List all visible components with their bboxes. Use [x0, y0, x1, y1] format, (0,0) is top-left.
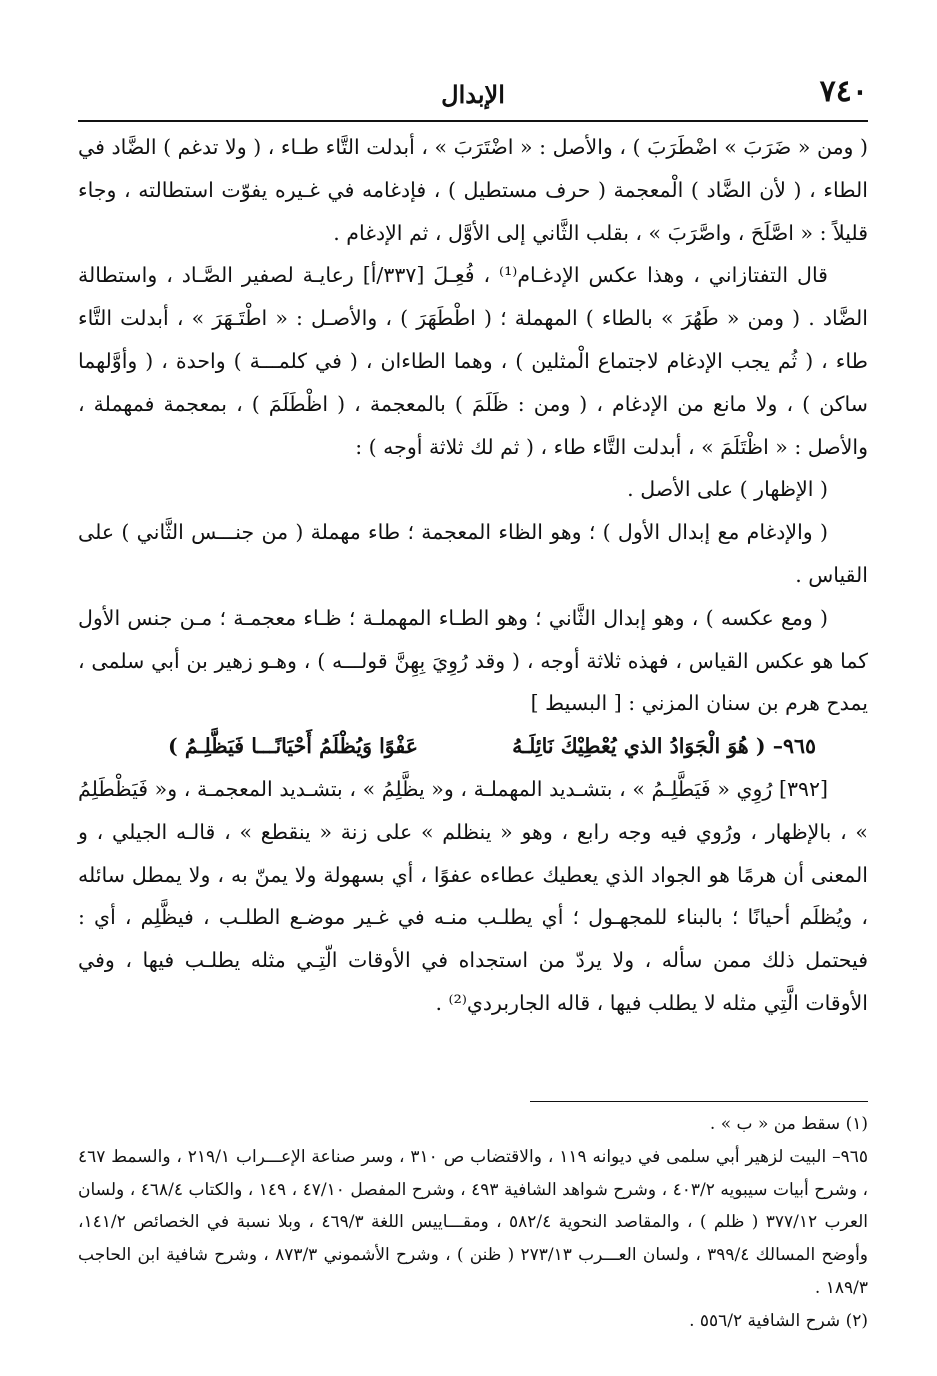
header-rule [78, 120, 868, 122]
page-header [78, 72, 868, 112]
footnote-line: ( ظنن ) ، وشرح الأشموني ٨٧٣/٣ ، وشرح شافية ابن الحاجب ١٨٩/٣ . [78, 1245, 868, 1298]
text-line: واحدة ، ( وأوَّلهما ساكن ) ، ولا مانع من الإدغام ، ( ومن : ظَلَمَ ) بالمعجمة ، ( اظْطَلَمَ ) ، [78, 348, 868, 416]
running-title: الإبدال [441, 80, 505, 109]
main-text [78, 126, 868, 1025]
footnote-line: والسمط ٤٦٧ ، وشرح أبيات سيبويه ٤٠٣/٢ ، وشرح شواهد الشافية ٤٩٣ ، وشرح المفصل ٤٧/١٠ ، [78, 1146, 869, 1200]
footnote-line: اللغة ٤٦٩/٣ ، وبلا نسبة في الخصائص ١٤١/٢، وأوضح المسالك ٣٩٩/٤ ، ولسان العـــرب ٢٧٣/١٣ [78, 1212, 869, 1266]
text-line: و« فَيَظْطَلِمُ » ، بالإظهار ، ورُوي فيه وجه رابع ، وهو « ينظلم » على زنة « ينقطع » ، قالـه [78, 776, 868, 844]
footnote: (١) سقط من « ب » . [709, 1114, 868, 1134]
text-line: فيها ، وفي الأوقات الَّتِي مثله لا يطلب فيها ، قاله الجاربردي⁽²⁾ . [78, 948, 868, 1015]
text-line: ( الإظهار ) على الأصل . [627, 477, 828, 502]
text-line: الجيلي ، و المعنى أن هرمًا هو الجواد الذي يعطيك عطاءه عفوًا ، أي بسهولة ولا يمنّ به ، ولا [78, 819, 868, 887]
text-line: [٣٩٢] رُوِي « فَيَطَّلِـمُ » ، بتشـديد المهملـة ، و« يظَّلِمُ » ، بتشـديد المعجمـة ، [183, 776, 828, 801]
text-line: بمعجمة فمهملة ، والأصل : « اظْتَلَمَ » ، أبدلت التَّاء طاء ، ( ثم لك ثلاثة أوجه ) : [78, 391, 868, 459]
footnote: (٢) شرح الشافية ٥٥٦/٢ . [689, 1310, 868, 1331]
text-line: جنس الأول كما هو عكس القياس ، فهذه ثلاثة أوجه ، ( وقد رُوِيَ بِهِنَّ قولـــه ) ، وهـو [78, 605, 868, 673]
text-line: ( ومن « ضَرَبَ » اضْطَرَبَ ) ، والأصل : « اضْتَرَبَ » ، أبدلت التَّاء طـاء ، ( ولا [225, 135, 868, 159]
verse-second-hemistich: عَفْوًا وَيُظْلَمُ أَحْيَانًـــا فَيَظَّلِـمُ ) [168, 734, 418, 759]
paragraph [78, 511, 868, 597]
paragraph [78, 768, 868, 1025]
paragraph [78, 126, 868, 254]
verse-first-hemistich: ٩٦٥– ( هُوَ الْجَوَادُ الذي يُعْطِيْكَ نَائِلَـهُ [512, 734, 816, 759]
text-line: زهير بن أبي سلمى ، يمدح هرم بن سنان المزني : [ البسيط ] [78, 648, 868, 716]
footnote-line: ١٤٩ ، والكتاب ٤٦٨/٤ ، ولسان العرب ٣٧٧/١٢ ( ظلم ) ، والمقاصد النحوية ٥٨٢/٤ ، ومقـــاييس [78, 1179, 868, 1233]
text-line: قال التفتازاني ، وهذا عكس الإدغـام⁽¹⁾ ، فُعِـلَ [٣٣٧/أ] رعايـة لصفير الصَّـاد ، [166, 263, 828, 288]
paragraph [78, 254, 868, 468]
text-line: ( والإدغام مع إبدال الأول ) ؛ وهو الظاء المعجمة ؛ طاء مهملة ( من جنـــس [191, 520, 828, 545]
paragraph [78, 468, 868, 511]
footnotes [78, 1108, 868, 1338]
text-line: يفوّت استطالته ، وجاء قليلاً : « اصَّلَحَ ، واصَّرَبَ » ، بقلب الثَّاني إلى الأوَّل ، ثم الإدغام . [78, 177, 868, 245]
text-line: تدغم ) الضَّاد في الطاء ، ( لأن الضَّاد ) الْمعجمة ( حرف مستطيل ) ، فإدغامه في غـيره [78, 135, 868, 202]
text-line: فيظَّلِم ، أي : فيحتمل ذلك ممن سأله ، ولا يردّ من استجداه في الأوقات الّتِـي مثله يطلـب [78, 905, 868, 973]
text-line: يمطل سائله ، ويُظلَم أحيانًا ؛ بالبناء للمجهـول ؛ أي يطلـب منـه في غـير موضـع الطلـب ، [78, 862, 868, 930]
text-line: واستطالة الضَّاد . ( ومن « طَهُرَ » بالطاء ) المهملة ؛ ( اطْطَهَرَ ) ، والأصـل : « اطْتَـهَرَ » ، [78, 263, 868, 331]
text-line: الثَّاني ) على القياس . [78, 520, 868, 587]
paragraph [78, 597, 868, 725]
footnote-verse-sources [78, 1141, 868, 1305]
text-line: ( ومع عكسه ) ، وهو إبدال الثَّاني ؛ وهو الطـاء المهملـة ؛ ظـاء معجمـة ؛ مـن [179, 605, 828, 630]
verse-line [78, 725, 868, 768]
page-number: ٧٤٠ [819, 74, 868, 109]
footnote-line: ٩٦٥– البيت لزهير أبي سلمى في ديوانه ١١٩ ، والاقتضاب ص ٣١٠ ، وسر صناعة الإعـــراب ٢١٩/١ ، [176, 1146, 868, 1167]
footnote-rule [530, 1101, 868, 1102]
text-line: أبدلت التَّاء طاء ، ( ثُم يجب الإدغام لاجتماع الْمثلين ) ، وهما الطاءان ، ( في كلمـــة ) [78, 306, 868, 373]
